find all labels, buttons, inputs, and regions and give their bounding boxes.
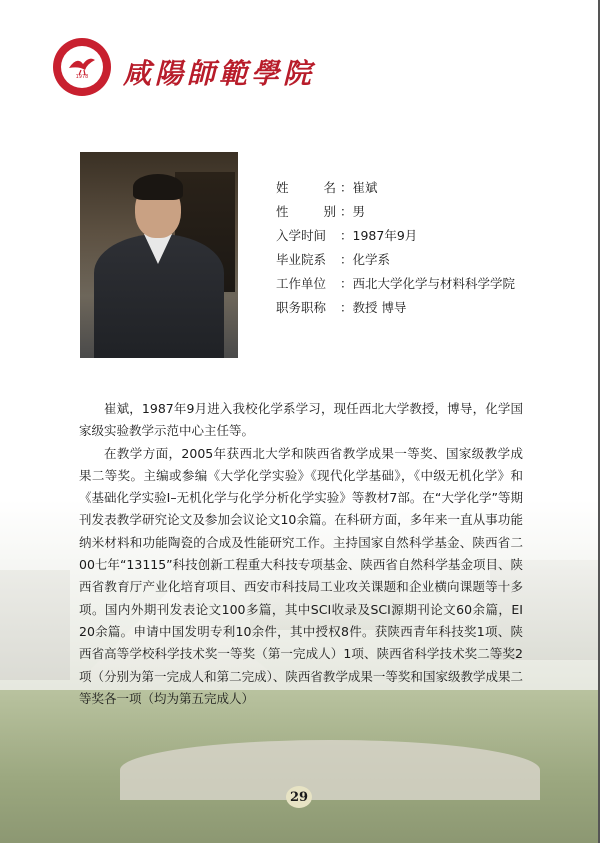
info-label-char: 名 [323,180,336,195]
crane-icon [67,54,97,76]
info-row-name [276,176,576,200]
page-edge [592,0,600,843]
info-label: 入学时间 [276,228,327,243]
info-row-gender [276,200,576,224]
info-label-char: 别 [323,204,336,219]
background-path [120,740,540,800]
university-logo [53,38,111,96]
info-value-name: 崔斌 [352,180,378,195]
bio-paragraph: 在教学方面，2005年获西北大学和陕西省教学成果一等奖、国家级教学成果二等奖。主编或参编《大学化学实验》《现代化学基础》，《中级无机化学》和《基础化学实验Ⅰ–无机化学与化学分析化学实验》等教材7部。在“大学化学”等期刊发表教学研究论文及参加会议论文10余篇。在科研方面，多年来一直从事功能纳米材料和功能陶瓷的合成及性能研究工作。主持国家自然科学基金、陕西省二00七年“13115”科技创新工程重大科技专项基金、陕西省自然科学基金项目、陕西省教育厅产业化培育项目、西安市科技局工业攻关课题和企业横向课题等十多项。国内外期刊发表论文100多篇，其中SCI收录及SCI源期刊论文60余篇，EI 20余篇。申请中国发明专利10余件，其中授权8件。获陕西青年科技奖1项、陕西省高等学校科学技术奖一等奖（第一完成人）1项、陕西省科学技术奖二等奖2项（分别为第一完成人和第二完成）、陕西省教学成果一等奖和国家级教学成果二等奖各一项（均为第五完成人） [79,445,523,706]
info-label-spread [276,176,336,200]
info-row-department [276,248,576,272]
info-value-workplace: 西北大学化学与材料科学学院 [352,276,516,291]
bio-paragraph: 崔斌，1987年9月进入我校化学系学习，现任西北大学教授，博导，化学国家级实验教学示范中心主任等。 [79,401,523,439]
info-label [276,176,340,200]
info-colon: ： [340,252,353,267]
page-header [53,38,353,98]
info-value-title: 教授 博导 [352,300,407,315]
info-row-enrollment [276,224,576,248]
info-colon: ： [340,204,353,219]
info-label-char: 性 [276,204,289,219]
university-name: 咸陽師範學院 [123,57,316,90]
info-row-title [276,296,576,320]
info-label: 工作单位 [276,276,327,291]
logo-year: 1978 [75,74,89,80]
info-value-enrollment: 1987年9月 [352,228,418,243]
photo-hair [133,174,183,200]
info-colon: ： [340,228,353,243]
biography [79,398,523,710]
info-colon: ： [340,276,353,291]
info-label: 职务职称 [276,300,327,315]
info-colon: ： [340,300,353,315]
info-value-department: 化学系 [352,252,391,267]
info-label: 毕业院系 [276,252,327,267]
info-label-spread [276,200,336,224]
info-colon: ： [340,180,353,195]
page-number: 29 [286,786,312,808]
info-label [276,200,340,224]
background-building [0,570,70,680]
portrait-photo [80,152,238,358]
logo-emblem [61,46,103,88]
info-label-char: 姓 [276,180,289,195]
profile-info [276,176,576,320]
info-value-gender: 男 [352,204,366,219]
info-row-workplace [276,272,576,296]
